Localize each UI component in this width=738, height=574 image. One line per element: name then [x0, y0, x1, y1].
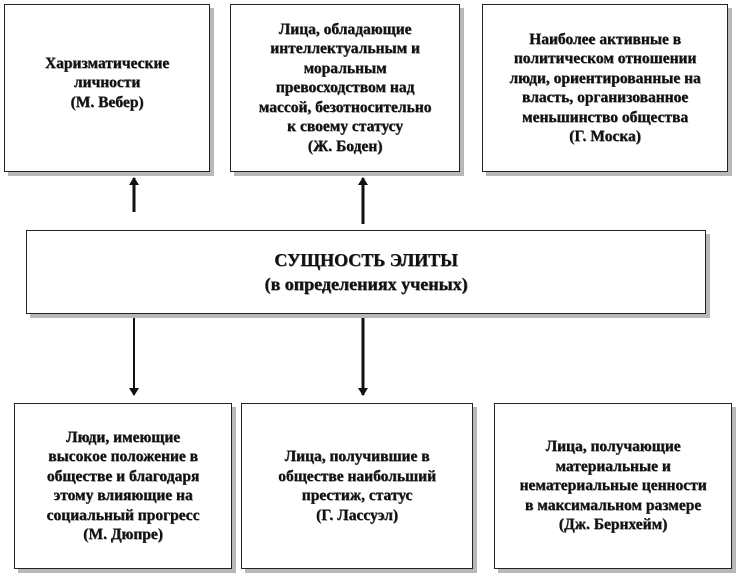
boden-definition-text: Лица, обладающие интеллектуальным и моральным превосходством над массой, безотносительно к своему статусу (Ж. Боден) — [258, 20, 432, 155]
dupre-definition-box — [14, 403, 232, 569]
mosca-definition-box — [482, 4, 728, 172]
bernheim-definition-box — [494, 403, 732, 569]
boden-definition-box — [230, 4, 460, 172]
lasswell-definition-box — [241, 403, 473, 569]
elite-essence-central-box — [26, 230, 706, 314]
dupre-definition-text: Люди, имеющие высокое положение в обществе и благодаря этому влияющие на социальный прогресс (М. Дюпре) — [46, 428, 200, 543]
weber-definition-text: Харизматические личности (М. Вебер) — [44, 54, 170, 111]
lasswell-definition-text: Лица, получившие в обществе наибольший престиж, статус (Г. Лассуэл) — [278, 448, 436, 524]
weber-definition-box — [4, 4, 210, 172]
bernheim-definition-text: Лица, получающие материальные и нематериальные ценности в максимальном размере (Дж. Бернхейм) — [519, 438, 707, 534]
central-subtitle: (в определениях ученых) — [264, 274, 468, 294]
mosca-definition-text: Наиболее активные в политическом отношении люди, ориентированные на власть, организованное меньшинство общества (Г. Моска) — [509, 30, 701, 145]
central-title: СУЩНОСТЬ ЭЛИТЫ — [274, 250, 458, 270]
